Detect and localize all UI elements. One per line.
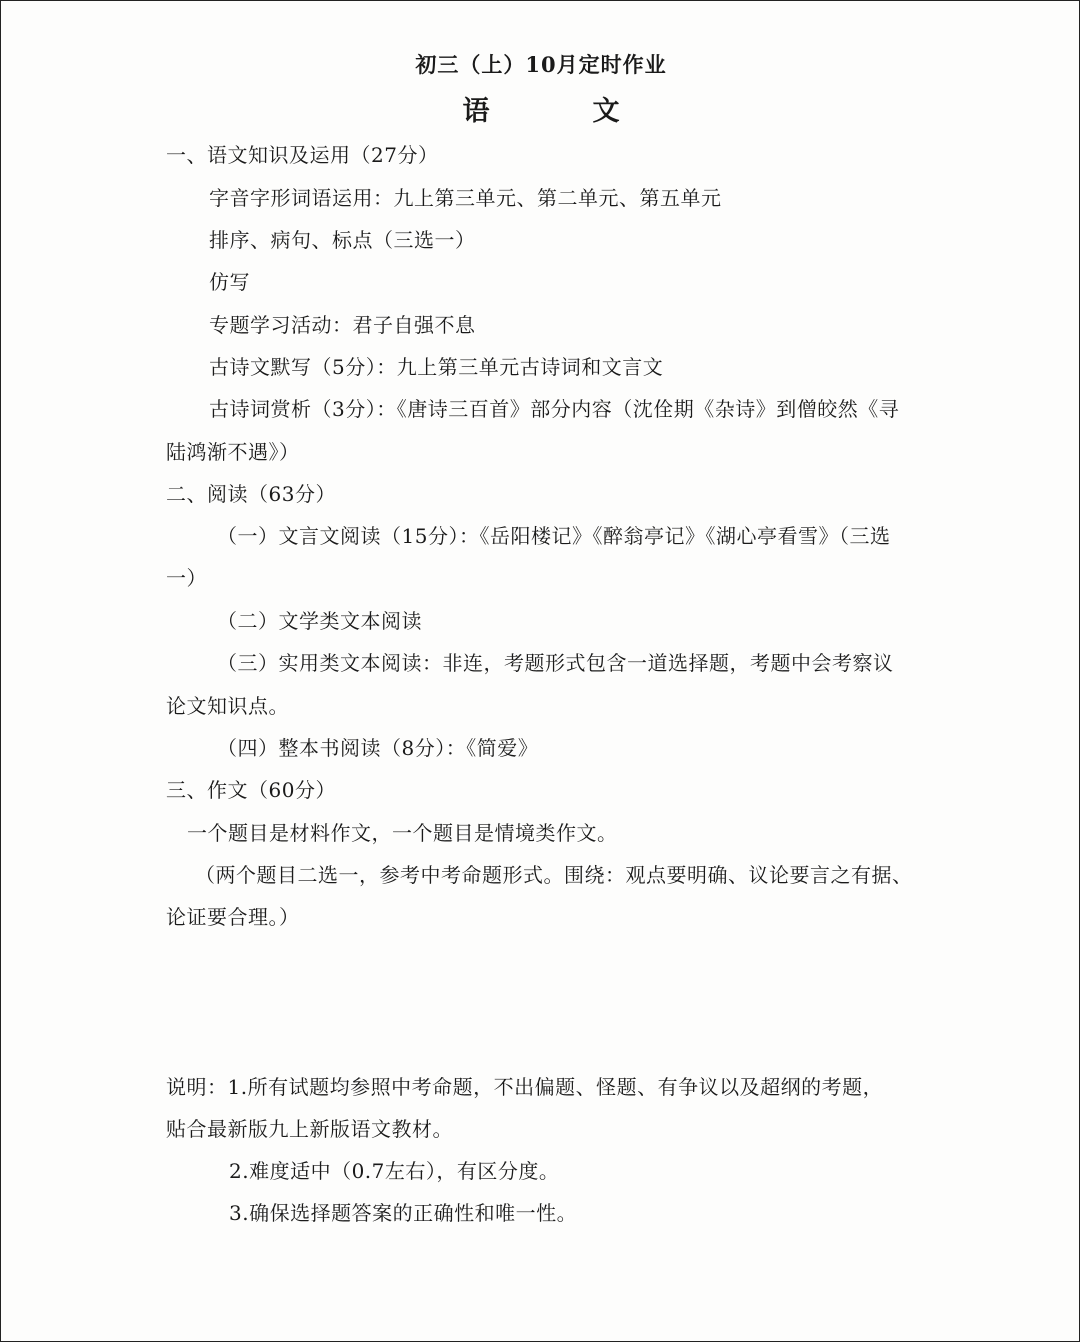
section-1-item-2: 排序、病句、标点（三选一） (209, 228, 476, 252)
section-3-paragraph-1: 一个题目是材料作文，一个题目是情境类作文。 (187, 821, 618, 845)
section-1-heading: 一、语文知识及运用（27分） (166, 143, 439, 167)
section-1-item-1: 字音字形词语运用：九上第三单元、第二单元、第五单元 (209, 186, 722, 210)
note-1: 说明：1.所有试题均参照中考命题，不出偏题、怪题、有争议以及超纲的考题， (166, 1075, 884, 1099)
section-1-item-6: 古诗词赏析（3分）：《唐诗三百首》部分内容（沈佺期《杂诗》到僧皎然《寻 (209, 397, 900, 421)
section-2-paragraph-3-continued: 论文知识点。 (166, 694, 289, 718)
section-2-paragraph-1-continued: 一） (166, 566, 207, 590)
section-2-heading: 二、阅读（63分） (166, 482, 336, 506)
section-1-item-3: 仿写 (209, 270, 250, 294)
section-1-item-5: 古诗文默写（5分）：九上第三单元古诗词和文言文 (209, 355, 664, 379)
document-title: 初三（上）10月定时作业 (415, 52, 667, 77)
note-3: 3.确保选择题答案的正确性和唯一性。 (229, 1201, 578, 1225)
note-1-continued: 贴合最新版九上新版语文教材。 (166, 1117, 453, 1141)
section-1-item-4: 专题学习活动：君子自强不息 (209, 313, 476, 337)
note-2: 2.难度适中（0.7左右），有区分度。 (229, 1159, 560, 1183)
section-3-paragraph-2-continued: 论证要合理。） (166, 905, 300, 929)
section-2-paragraph-3: （三）实用类文本阅读：非连，考题形式包含一道选择题，考题中会考察议 (217, 651, 894, 675)
section-3-heading: 三、作文（60分） (166, 778, 336, 802)
section-1-item-6-continued: 陆鸿渐不遇》） (166, 440, 300, 464)
section-2-paragraph-2: （二）文学类文本阅读 (217, 609, 422, 633)
section-3-paragraph-2: （两个题目二选一，参考中考命题形式。围绕：观点要明确、议论要言之有据、 (195, 863, 913, 887)
section-2-paragraph-4: （四）整本书阅读（8分）：《简爱》 (217, 736, 539, 760)
subject-title: 语 文 (462, 96, 658, 127)
section-2-paragraph-1: （一）文言文阅读（15分）：《岳阳楼记》《醉翁亭记》《湖心亭看雪》（三选 (217, 524, 891, 548)
